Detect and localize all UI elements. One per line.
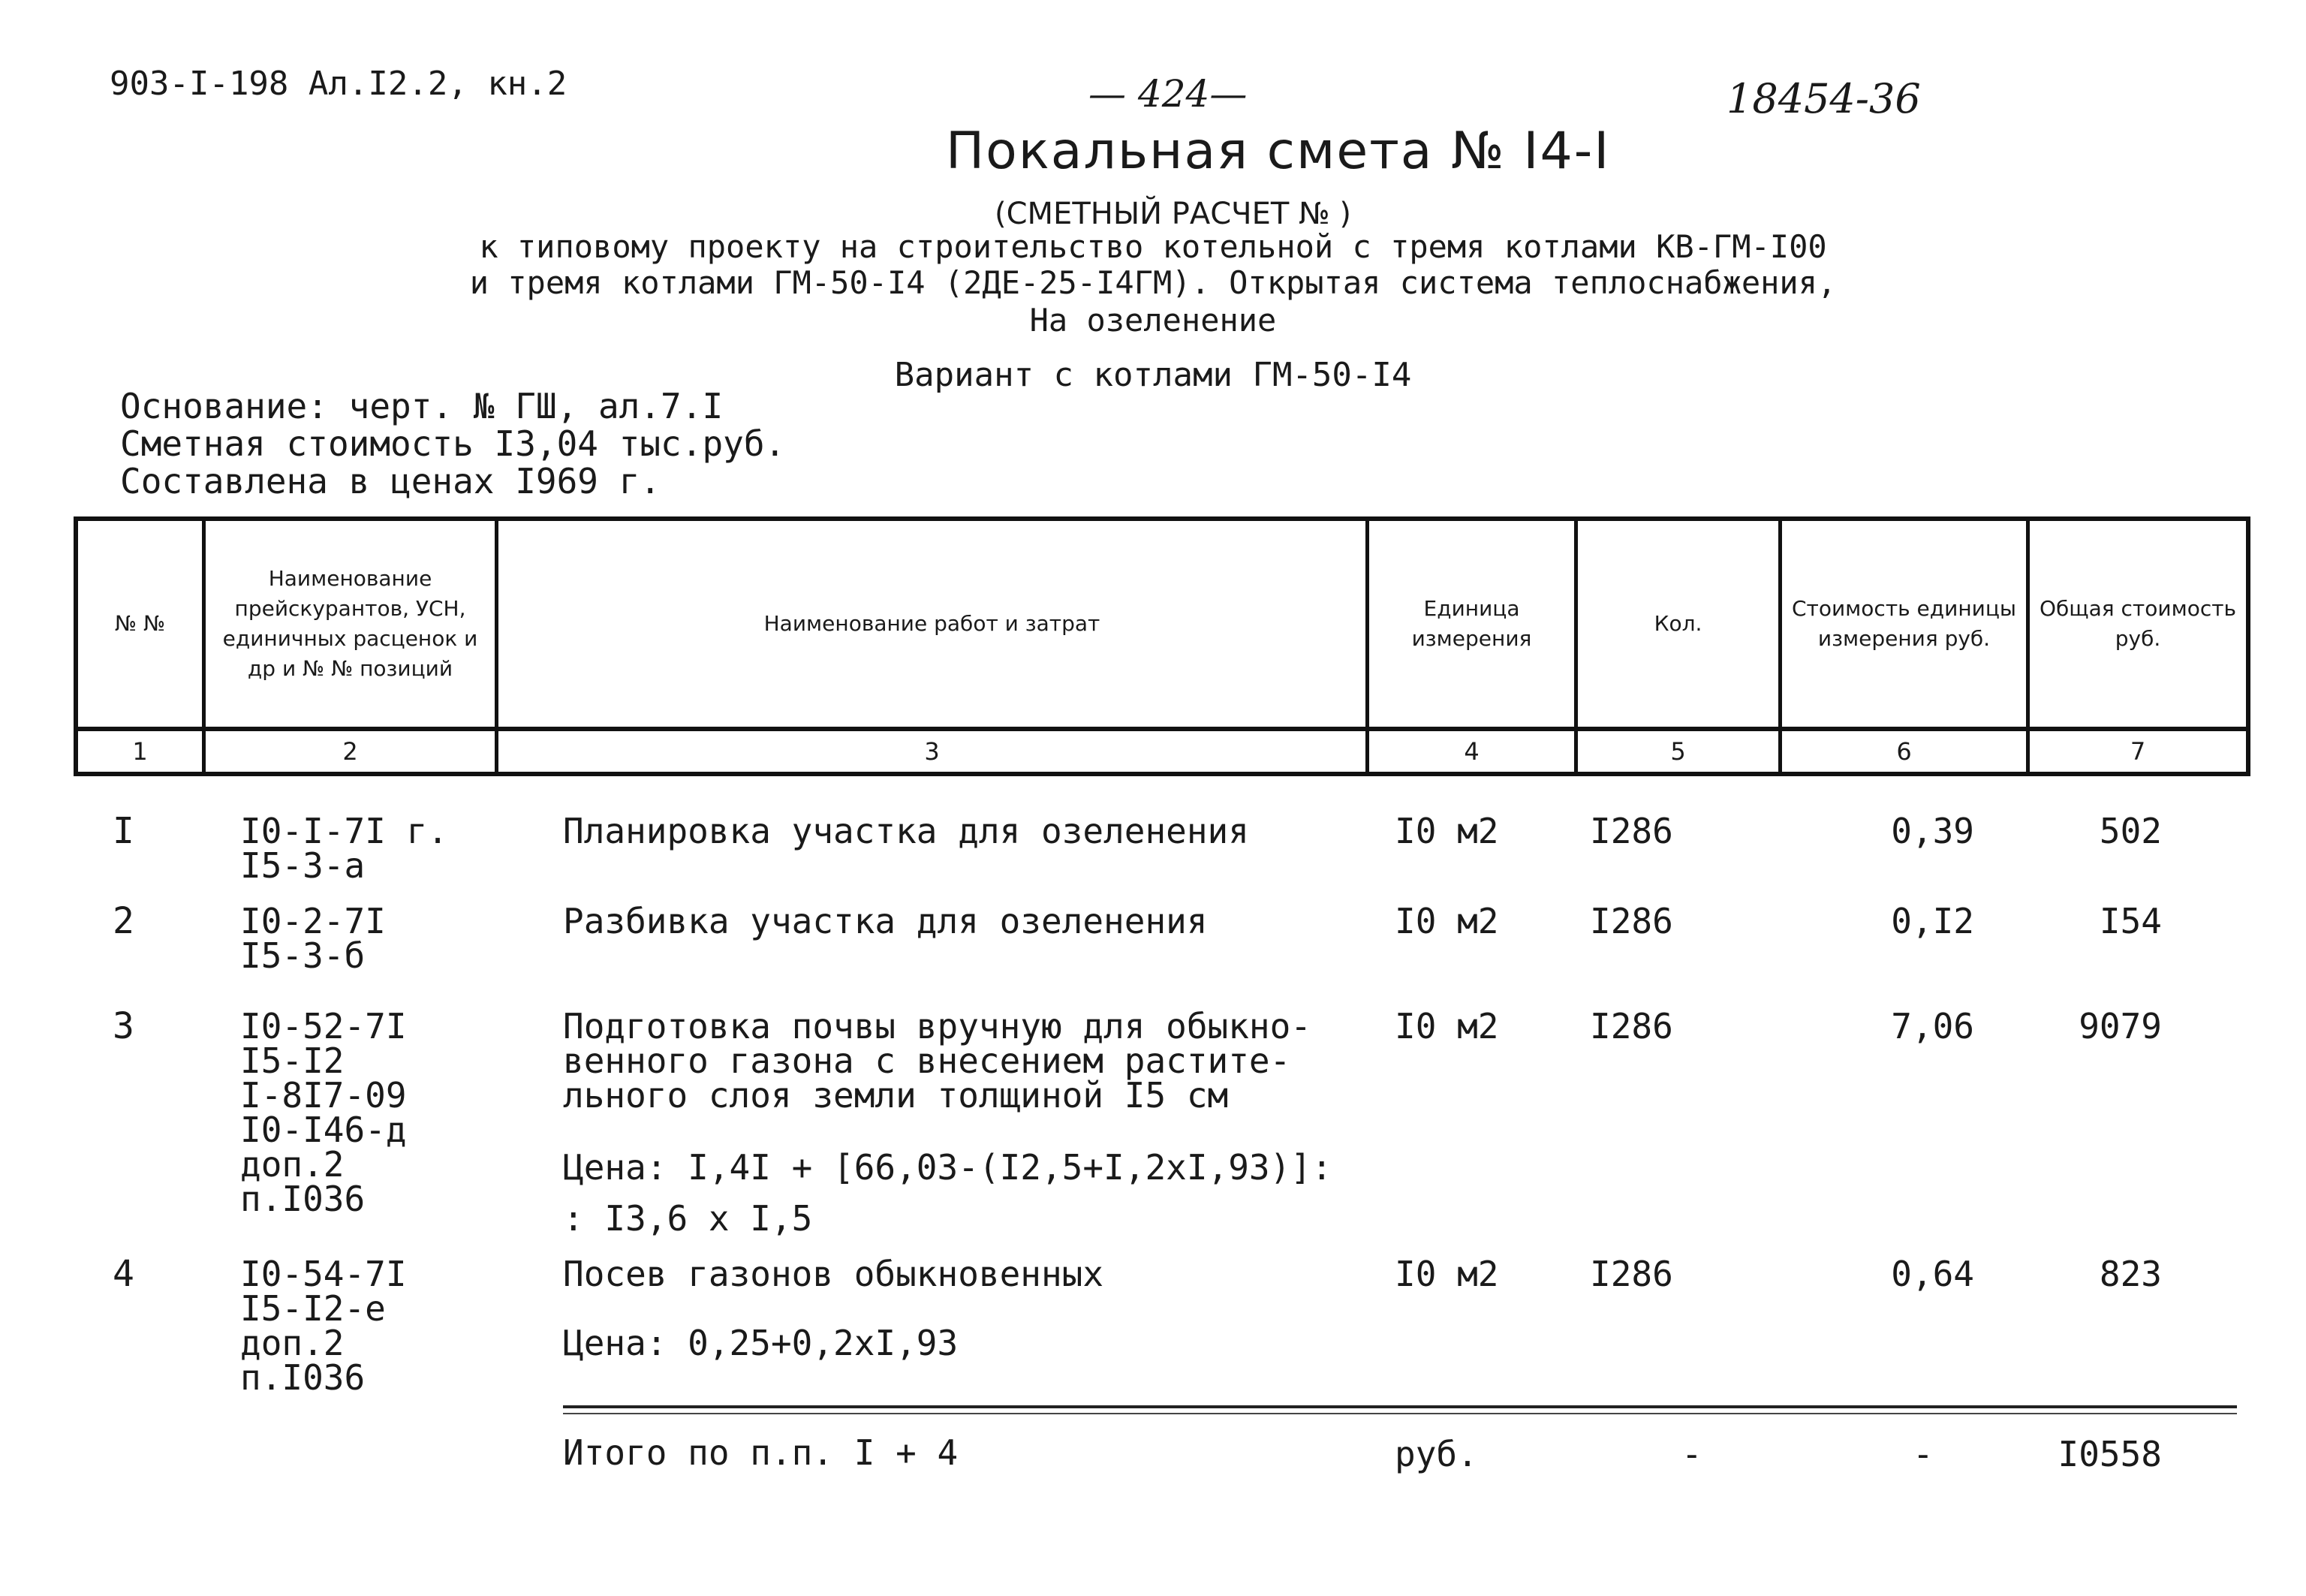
- row-price-formula: Цена: I,4I + [66,03-(I2,5+I,2хI,93)]:: [563, 1147, 1332, 1188]
- row-unit: I0 м2: [1395, 901, 1499, 941]
- column-number: 4: [1369, 727, 1578, 772]
- calc-number-line: (СМЕТНЫЙ РАСЧЕТ № ): [995, 197, 1351, 231]
- row-work-text: Разбивка участка для озеленения: [563, 901, 1208, 941]
- row-total: 823: [2099, 1254, 2162, 1294]
- row-work-text: венного газона с внесением растите-: [563, 1040, 1291, 1081]
- column-header-number: № №: [78, 521, 206, 727]
- row-number: I: [113, 810, 134, 852]
- estimated-cost-line: Сметная стоимость I3,04 тыс.руб.: [120, 423, 786, 464]
- subtitle-line-2: и тремя котлами ГМ-50-I4 (2ДЕ-25-I4ГМ). Открытая система теплоснабжения,: [469, 264, 1837, 301]
- row-qty: I286: [1590, 811, 1673, 851]
- column-number: 1: [78, 727, 206, 772]
- row-code: I-8I7-09: [240, 1075, 407, 1116]
- total-qty: -: [1681, 1434, 1702, 1474]
- subtitle-line-3: На озеленение: [1029, 302, 1277, 339]
- column-header-qty: Кол.: [1578, 521, 1782, 727]
- row-work-text: Посев газонов обыкновенных: [563, 1254, 1104, 1294]
- row-code: I5-I2: [240, 1040, 345, 1081]
- column-number: 5: [1578, 727, 1782, 772]
- row-unit: I0 м2: [1395, 811, 1499, 851]
- row-qty: I286: [1590, 901, 1673, 941]
- register-number: 18454-36: [1726, 75, 1921, 122]
- row-price-formula: Цена: 0,25+0,2хI,93: [563, 1323, 959, 1363]
- row-code: доп.2: [240, 1144, 345, 1185]
- column-number: 6: [1782, 727, 2030, 772]
- row-number: 2: [113, 900, 134, 942]
- row-unit-cost: 0,39: [1891, 811, 1974, 851]
- row-price-formula: : I3,6 х I,5: [563, 1198, 813, 1239]
- row-number: 3: [113, 1005, 134, 1047]
- page-title: Покальная смета № I4-I: [946, 122, 1611, 181]
- row-total: I54: [2099, 901, 2162, 941]
- row-qty: I286: [1590, 1006, 1673, 1046]
- total-unit-cost: -: [1913, 1434, 1934, 1474]
- row-code: п.I036: [240, 1179, 366, 1219]
- row-unit-cost: 7,06: [1891, 1006, 1974, 1046]
- row-qty: I286: [1590, 1254, 1673, 1294]
- row-code: I5-I2-е: [240, 1288, 386, 1329]
- total-divider: [563, 1405, 2237, 1408]
- document-reference: 903-I-198 Ал.I2.2, кн.2: [110, 65, 567, 103]
- row-total: 9079: [2079, 1006, 2162, 1046]
- column-header-unit: Единица измерения: [1369, 521, 1578, 727]
- row-work-text: Планировка участка для озеленения: [563, 811, 1249, 851]
- row-code: I0-I-7I г.: [240, 811, 448, 851]
- total-unit: руб.: [1395, 1434, 1478, 1474]
- row-code: доп.2: [240, 1323, 345, 1363]
- total-divider: [563, 1413, 2237, 1414]
- row-unit: I0 м2: [1395, 1006, 1499, 1046]
- column-header-work: Наименование работ и затрат: [498, 521, 1369, 727]
- page-number: — 424—: [1088, 72, 1248, 116]
- column-header-unit-cost: Стоимость единицы измерения руб.: [1782, 521, 2030, 727]
- row-unit-cost: 0,I2: [1891, 901, 1974, 941]
- row-code: I0-2-7I: [240, 901, 386, 941]
- row-code: I0-I46-д: [240, 1110, 407, 1150]
- total-amount: I0558: [2058, 1434, 2162, 1474]
- column-number: 2: [206, 727, 498, 772]
- row-work-text: льного слоя земли толщиной I5 см: [563, 1075, 1229, 1116]
- basis-line: Основание: черт. № ГШ, ал.7.I: [120, 386, 724, 426]
- row-work-text: Подготовка почвы вручную для обыкно-: [563, 1006, 1311, 1046]
- column-header-total: Общая стоимость руб.: [2039, 596, 2237, 651]
- subtitle-line-1: к типовому проекту на строительство котельной с тремя котлами КВ-ГМ-I00: [479, 228, 1827, 265]
- row-total: 502: [2099, 811, 2162, 851]
- price-year-line: Составлена в ценах I969 г.: [120, 461, 661, 501]
- row-unit: I0 м2: [1395, 1254, 1499, 1294]
- total-label: Итого по п.п. I + 4: [563, 1432, 959, 1473]
- row-code: I5-3-а: [240, 845, 366, 886]
- table-header: [74, 516, 2250, 776]
- column-header-codes: Наименование прейскурантов, УСН, единичных расценок и др и № № позиций: [206, 521, 498, 727]
- row-code: п.I036: [240, 1357, 366, 1398]
- row-code: I0-54-7I: [240, 1254, 407, 1294]
- row-code: I5-3-б: [240, 935, 366, 976]
- column-number: 7: [2030, 727, 2246, 772]
- row-number: 4: [113, 1253, 134, 1295]
- column-number: 3: [498, 727, 1369, 772]
- row-unit-cost: 0,64: [1891, 1254, 1974, 1294]
- row-code: I0-52-7I: [240, 1006, 407, 1046]
- variant-line: Вариант с котлами ГМ-50-I4: [894, 356, 1412, 394]
